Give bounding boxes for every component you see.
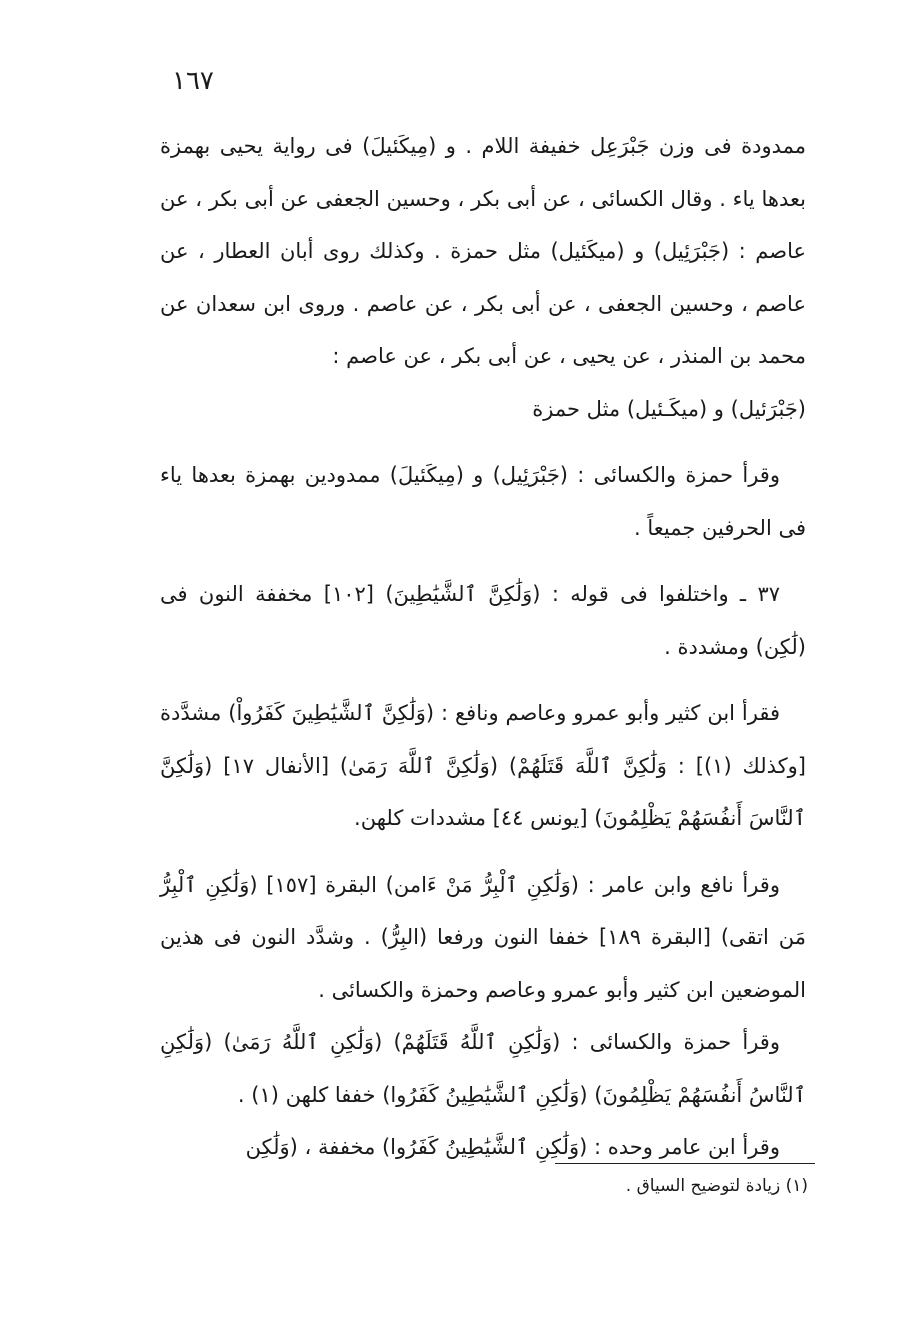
paragraph-7 <box>160 1121 806 1174</box>
text-line: (جَبْرَئيل) و (ميكَـئيل) مثل حمزة <box>532 396 806 421</box>
page-number: ١٦٧ <box>172 66 214 96</box>
paragraph-3 <box>160 568 806 673</box>
text-line: ياء فى الحرفين جميعاً . <box>160 463 806 540</box>
text-line: ابن سعدان عن محمد بن المنذر ، عن يحيى ، عن أبى بكر ، عن عاصم : <box>160 291 806 368</box>
paragraph-2 <box>160 449 806 554</box>
text-line: بعدها ياء . وقال الكسائى ، عن أبى بكر ، وحسين الجعفى عن أبى بكر ، <box>195 186 806 211</box>
text-line: فقرأ ابن كثير وأبو عمرو وعاصم ونافع : (وَلَٰكِنَّ ٱلشَّيَٰطِينَ كَفَرُواْ) <box>228 701 780 725</box>
text-line: مشدَّدة [وكذلك (١)] : وَلَٰكِنَّ ٱللَّهَ قَتَلَهُمْ) (وَلَٰكِنَّ ٱللَّهَ رَمَىٰ) [الأنفال ١٧] <box>160 701 806 778</box>
text-line: ممدودة فى وزن جَبْرَعِل خفيفة اللام . و (مِيكَئيلَ) فى رواية يحيى بهمزة <box>160 134 806 158</box>
text-line: وقرأ حمزة والكسائى : (وَلَٰكِنِ ٱللَّهُ قَتَلَهُمْ) (وَلَٰكِنِ ٱللَّهُ رَمَىٰ) (وَلَٰكِنِ <box>160 1030 780 1054</box>
text-line: ٱلنَّاسُ أَنفُسَهُمْ يَظْلِمُونَ) (وَلَٰكِنِ ٱلشَّيَٰطِينُ كَفَرُوا) خففا كلهن (١) . <box>237 1082 806 1107</box>
text-line: وقرأ نافع وابن عامر : (وَلَٰكِنِ ٱلْبِرُّ مَنْ ءَامن) البقرة [١٥٧] <box>266 872 780 897</box>
text-line: فى (لَٰكِن) ومشددة . <box>160 582 806 659</box>
paragraph-4 <box>160 687 806 845</box>
text-line: النون فى هذين الموضعين ابن كثير وأبو عمرو وعاصم وحمزة والكسائى . <box>160 925 806 1002</box>
text-line: عن عاصم : (جَبْرَئِيل) و (ميكَئيل) مثل حمزة . وكذلك روى أبان <box>160 186 806 263</box>
text-line: (وَلَٰكِنِ ٱلْبِرُّ مَن اتقى) [البقرة ١٨٩] خففا النون ورفعا (البِرُّ) . وشدَّد <box>160 872 806 949</box>
paragraph-6 <box>160 1016 806 1121</box>
footnote-divider <box>555 1163 815 1164</box>
paragraph-1 <box>160 120 806 435</box>
paragraph-5 <box>160 859 806 1017</box>
text-line: وقرأ ابن عامر وحده : (وَلَٰكِنِ ٱلشَّيَٰطِينُ كَفَرُوا) مخففة ، (وَلَٰكِن <box>245 1135 780 1159</box>
text-line: ٣٧ ـ واختلفوا فى قوله : (وَلَٰكِنَّ ٱلشَّيَٰطِينَ) [١٠٢] مخففة النون <box>198 582 780 606</box>
body-text <box>160 120 806 1174</box>
text-line: (وَلَٰكِنَّ ٱلنَّاسَ أَنفُسَهُمْ يَظْلِمُونَ) [يونس ٤٤] مشددات كلهن. <box>160 753 806 830</box>
footnote: (١) زيادة لتوضيح السياق . <box>625 1176 808 1196</box>
text-line: العطار ، عن عاصم ، وحسين الجعفى ، عن أبى بكر ، عن عاصم . وروى <box>160 239 806 316</box>
text-line: وقرأ حمزة والكسائى : (جَبْرَئِيل) و (مِيكَئيلَ) ممدودين بهمزة بعدها <box>191 463 780 487</box>
